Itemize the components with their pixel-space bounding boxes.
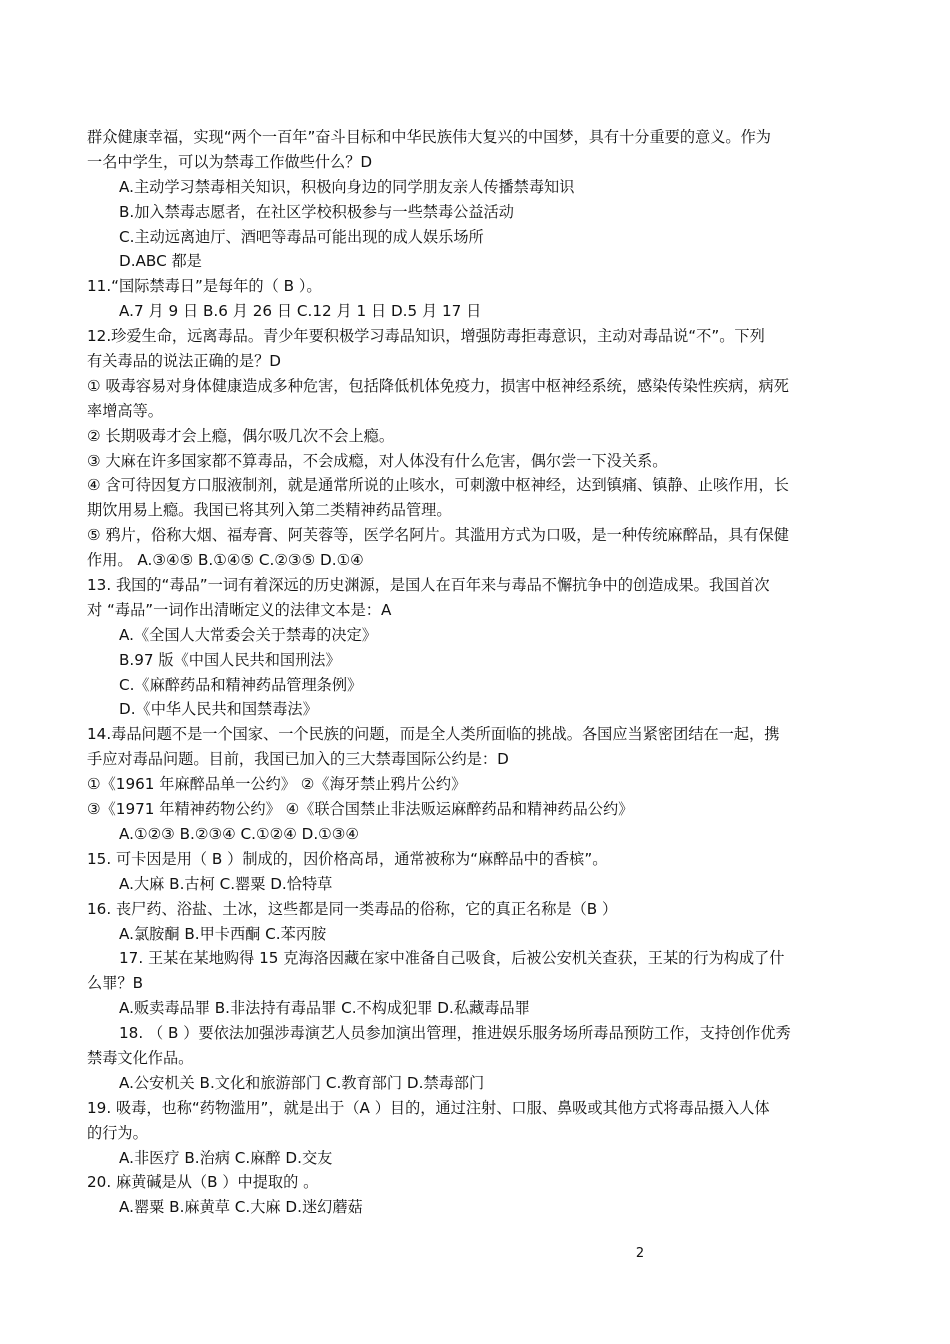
statement-item: ① 吸毒容易对身体健康造成多种危害，包括降低机体免疫力，损害中枢神经系统，感染传染性疾病，病死 [87, 376, 789, 395]
document-body [87, 125, 865, 1220]
text-line: 作用。 A.③④⑤ B.①④⑤ C.②③⑤ D.①④ [87, 551, 364, 570]
question-13: 13. 我国的“毒品”一词有着深远的历史渊源，是国人在百年来与毒品不懈抗争中的创造成果。我国首次 [87, 576, 770, 595]
statement-item: ③ 大麻在许多国家都不算毒品，不会成瘾，对人体没有什么危害，偶尔尝一下没关系。 [87, 451, 668, 470]
text-line: 对 “毒品”一词作出清晰定义的法律文本是：A [87, 600, 392, 619]
answer-option: A.罂粟 B.麻黄草 C.大麻 D.迷幻蘑菇 [119, 1198, 363, 1217]
question-14: 14.毒品问题不是一个国家、一个民族的问题，而是全人类所面临的挑战。各国应当紧密团结在一起，携 [87, 725, 780, 744]
question-17: 17. 王某在某地购得 15 克海洛因藏在家中准备自己吸食，后被公安机关查获，王某的行为构成了什 [119, 949, 785, 968]
question-11: 11.“国际禁毒日”是每年的（ B ）。 [87, 277, 322, 296]
text-line: 么罪？B [87, 974, 143, 993]
answer-option: A.主动学习禁毒相关知识，积极向身边的同学朋友亲人传播禁毒知识 [119, 177, 575, 196]
answer-option: A.7 月 9 日 B.6 月 26 日 C.12 月 1 日 D.5 月 17 日 [119, 302, 482, 321]
text-line: 手应对毒品问题。目前，我国已加入的三大禁毒国际公约是：D [87, 750, 509, 769]
statement-item: ② 长期吸毒才会上瘾，偶尔吸几次不会上瘾。 [87, 426, 395, 445]
question-15: 15. 可卡因是用（ B ）制成的，因价格高昂，通常被称为“麻醉品中的香槟”。 [87, 849, 608, 868]
answer-option: A.贩卖毒品罪 B.非法持有毒品罪 C.不构成犯罪 D.私藏毒品罪 [119, 999, 530, 1018]
statement-item: ⑤ 鸦片，俗称大烟、福寿膏、阿芙蓉等，医学名阿片。其滥用方式为口吸，是一种传统麻醉品，具有保健 [87, 526, 789, 545]
text-line: 群众健康幸福，实现“两个一百年”奋斗目标和中华民族伟大复兴的中国梦，具有十分重要的意义。作为 [87, 128, 771, 146]
question-19: 19. 吸毒，也称“药物滥用”，就是出于（A ）目的，通过注射、口服、鼻吸或其他方式将毒品摄入人体 [87, 1098, 770, 1117]
answer-option: A.氯胺酮 B.甲卡西酮 C.苯丙胺 [119, 924, 327, 943]
answer-option: C.《麻醉药品和精神药品管理条例》 [119, 675, 363, 694]
statement-item: ③《1971 年精神药物公约》 ④《联合国禁止非法贩运麻醉药品和精神药品公约》 [87, 800, 634, 819]
question-12: 12.珍爱生命，远离毒品。青少年要积极学习毒品知识，增强防毒拒毒意识，主动对毒品说“不”。下列 [87, 327, 765, 346]
answer-option: A.《全国人大常委会关于禁毒的决定》 [119, 625, 377, 644]
text-line: 期饮用易上瘾。我国已将其列入第二类精神药品管理。 [87, 501, 452, 520]
text-line: 禁毒文化作品。 [87, 1048, 194, 1067]
text-line: 率增高等。 [87, 401, 163, 420]
answer-option: D.ABC 都是 [119, 252, 202, 271]
answer-option: D.《中华人民共和国禁毒法》 [119, 700, 318, 719]
answer-option: A.非医疗 B.治病 C.麻醉 D.交友 [119, 1148, 333, 1167]
page-number: 2 [635, 1246, 645, 1261]
text-line: 一名中学生，可以为禁毒工作做些什么？D [87, 152, 373, 171]
answer-option: A.公安机关 B.文化和旅游部门 C.教育部门 D.禁毒部门 [119, 1073, 485, 1092]
answer-option: A.①②③ B.②③④ C.①②④ D.①③④ [119, 824, 360, 843]
statement-item: ①《1961 年麻醉品单一公约》 ②《海牙禁止鸦片公约》 [87, 775, 467, 794]
answer-option: A.大麻 B.古柯 C.罂粟 D.恰特草 [119, 874, 333, 893]
question-16: 16. 丧尸药、浴盐、土冰，这些都是同一类毒品的俗称，它的真正名称是（B ） [87, 899, 618, 918]
text-line: 的行为。 [87, 1123, 148, 1142]
question-20: 20. 麻黄碱是从（B ）中提取的 。 [87, 1173, 319, 1192]
statement-item: ④ 含可待因复方口服液制剂，就是通常所说的止咳水，可刺激中枢神经，达到镇痛、镇静、止咳作用，长 [87, 476, 789, 495]
answer-option: B.97 版《中国人民共和国刑法》 [119, 650, 341, 669]
question-18: 18. （ B ）要依法加强涉毒演艺人员参加演出管理，推进娱乐服务场所毒品预防工作，支持创作优秀 [119, 1024, 791, 1043]
answer-option: B.加入禁毒志愿者，在社区学校积极参与一些禁毒公益活动 [119, 202, 514, 221]
answer-option: C.主动远离迪厅、酒吧等毒品可能出现的成人娱乐场所 [119, 227, 484, 246]
text-line: 有关毒品的说法正确的是？D [87, 352, 281, 371]
